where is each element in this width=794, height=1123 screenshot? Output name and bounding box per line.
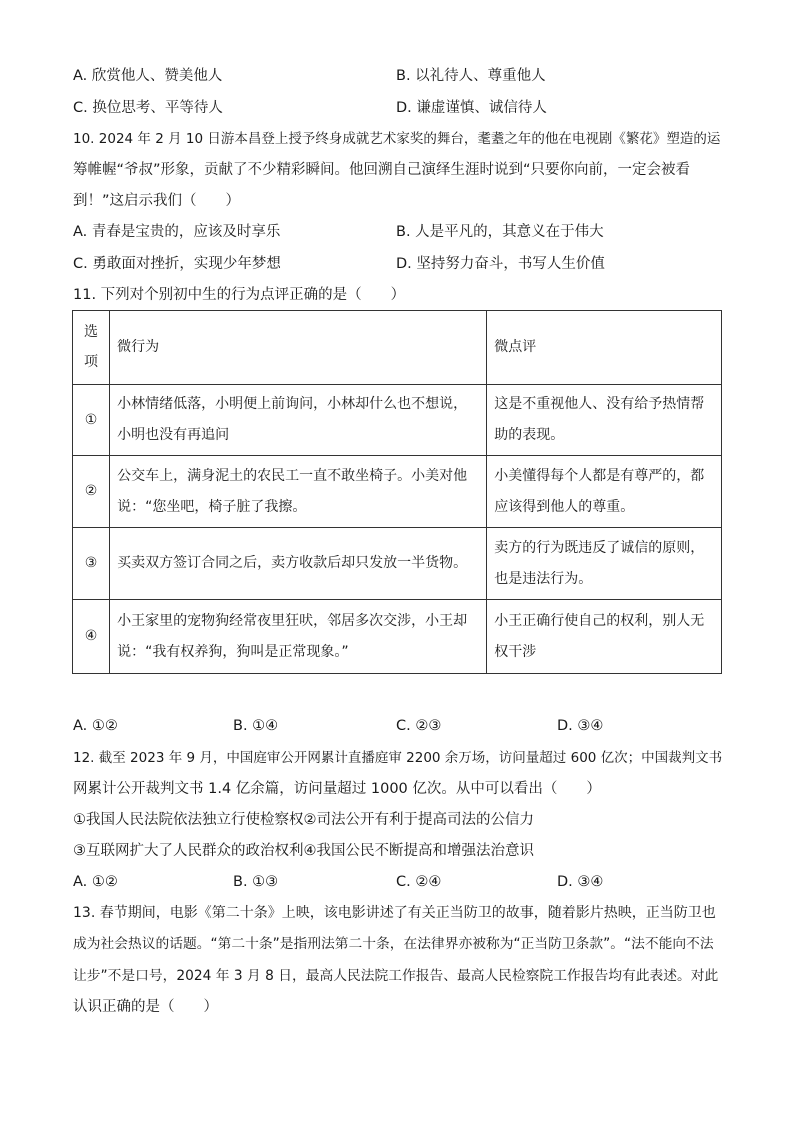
q9-option-c: C. 换位思考、平等待人 (73, 100, 223, 116)
row-action: 小王家里的宠物狗经常夜里狂吠，邻居多次交涉，小王却说：“我有权养狗，狗叫是正常现象。” (110, 600, 487, 674)
table-header-row (73, 311, 722, 385)
q10-stem-line: 到！”这启示我们（ ） (73, 193, 241, 209)
q10-option-a: A. 青春是宝贵的，应该及时享乐 (73, 224, 281, 240)
q12-option-c: C. ②④ (396, 874, 442, 890)
q12-statement-line: ③互联网扩大了人民群众的政治权利④我国公民不断提高和增强法治意识 (73, 843, 534, 859)
q11-options (73, 716, 723, 736)
q11-option-b: B. ①④ (233, 718, 279, 734)
q12-option-d: D. ③④ (557, 874, 604, 890)
q9-option-row-2 (73, 98, 723, 118)
row-action: 买卖双方签订合同之后，卖方收款后却只发放一半货物。 (110, 528, 487, 600)
row-number: ③ (73, 528, 110, 600)
q11-option-c: C. ②③ (396, 718, 442, 734)
q10-stem-line: 10. 2024 年 2 月 10 日游本昌登上授予终身成就艺术家奖的舞台，耄耋之年的他在电视剧《繁花》塑造的运 (73, 131, 721, 147)
header-comment: 微点评 (487, 311, 722, 385)
q10-option-c: C. 勇敢面对挫折，实现少年梦想 (73, 256, 281, 272)
q9-option-b: B. 以礼待人、尊重他人 (396, 68, 546, 84)
q10-option-b: B. 人是平凡的，其意义在于伟大 (396, 224, 604, 240)
header-action: 微行为 (110, 311, 487, 385)
q10-option-row-2 (73, 254, 723, 274)
q12-options (73, 872, 723, 892)
q11-option-d: D. ③④ (557, 718, 604, 734)
q10-stem-line: 筹帷幄“爷叔”形象，贡献了不少精彩瞬间。他回溯自己演绎生涯时说到“只要你向前，一定会被看 (73, 162, 691, 178)
row-number: ① (73, 385, 110, 456)
q11-option-a: A. ①② (73, 718, 118, 734)
q11-table (72, 310, 722, 674)
q10-option-d: D. 坚持努力奋斗，书写人生价值 (396, 256, 605, 272)
q12-stem-line: 12. 截至 2023 年 9 月，中国庭审公开网累计直播庭审 2200 余万场，访问量超过 600 亿次；中国裁判文书 (73, 750, 723, 766)
row-number: ④ (73, 600, 110, 674)
q12-option-a: A. ①② (73, 874, 118, 890)
q9-option-row-1 (73, 66, 723, 86)
q10-option-row-1 (73, 222, 723, 242)
row-comment: 小美懂得每个人都是有尊严的，都应该得到他人的尊重。 (487, 456, 722, 528)
row-number: ② (73, 456, 110, 528)
q11-stem: 11. 下列对个别初中生的行为点评正确的是（ ） (73, 287, 406, 303)
table-row (73, 528, 722, 600)
table-row (73, 456, 722, 528)
table-row (73, 385, 722, 456)
table-row (73, 600, 722, 674)
row-comment: 卖方的行为既违反了诚信的原则，也是违法行为。 (487, 528, 722, 600)
q12-stem-line: 网累计公开裁判文书 1.4 亿余篇，访问量超过 1000 亿次。从中可以看出（ ） (73, 781, 601, 797)
q9-option-a: A. 欣赏他人、赞美他人 (73, 68, 223, 84)
q13-stem-line: 13. 春节期间，电影《第二十条》上映，该电影讲述了有关正当防卫的故事，随着影片热映，正当防卫也 (73, 905, 716, 921)
header-option (73, 311, 110, 385)
q12-option-b: B. ①③ (233, 874, 279, 890)
row-action: 小林情绪低落，小明便上前询问，小林却什么也不想说，小明也没有再追问 (110, 385, 487, 456)
q13-stem-line: 成为社会热议的话题。“第二十条”是指刑法第二十条，在法律界亦被称为“正当防卫条款”。“法不能向不法 (73, 936, 714, 952)
row-comment: 这是不重视他人、没有给予热情帮助的表现。 (487, 385, 722, 456)
q13-stem-line: 认识正确的是（ ） (73, 999, 218, 1015)
q9-option-d: D. 谦虚谨慎、诚信待人 (396, 100, 547, 116)
header-option-label: 选项 (84, 324, 99, 370)
q12-statement-line: ①我国人民法院依法独立行使检察权②司法公开有利于提高司法的公信力 (73, 812, 534, 828)
q13-stem-line: 让步”不是口号，2024 年 3 月 8 日，最高人民法院工作报告、最高人民检察院工作报告均有此表述。对此 (73, 968, 719, 984)
row-action: 公交车上，满身泥土的农民工一直不敢坐椅子。小美对他说：“您坐吧，椅子脏了我擦。 (110, 456, 487, 528)
row-comment: 小王正确行使自己的权利，别人无权干涉 (487, 600, 722, 674)
